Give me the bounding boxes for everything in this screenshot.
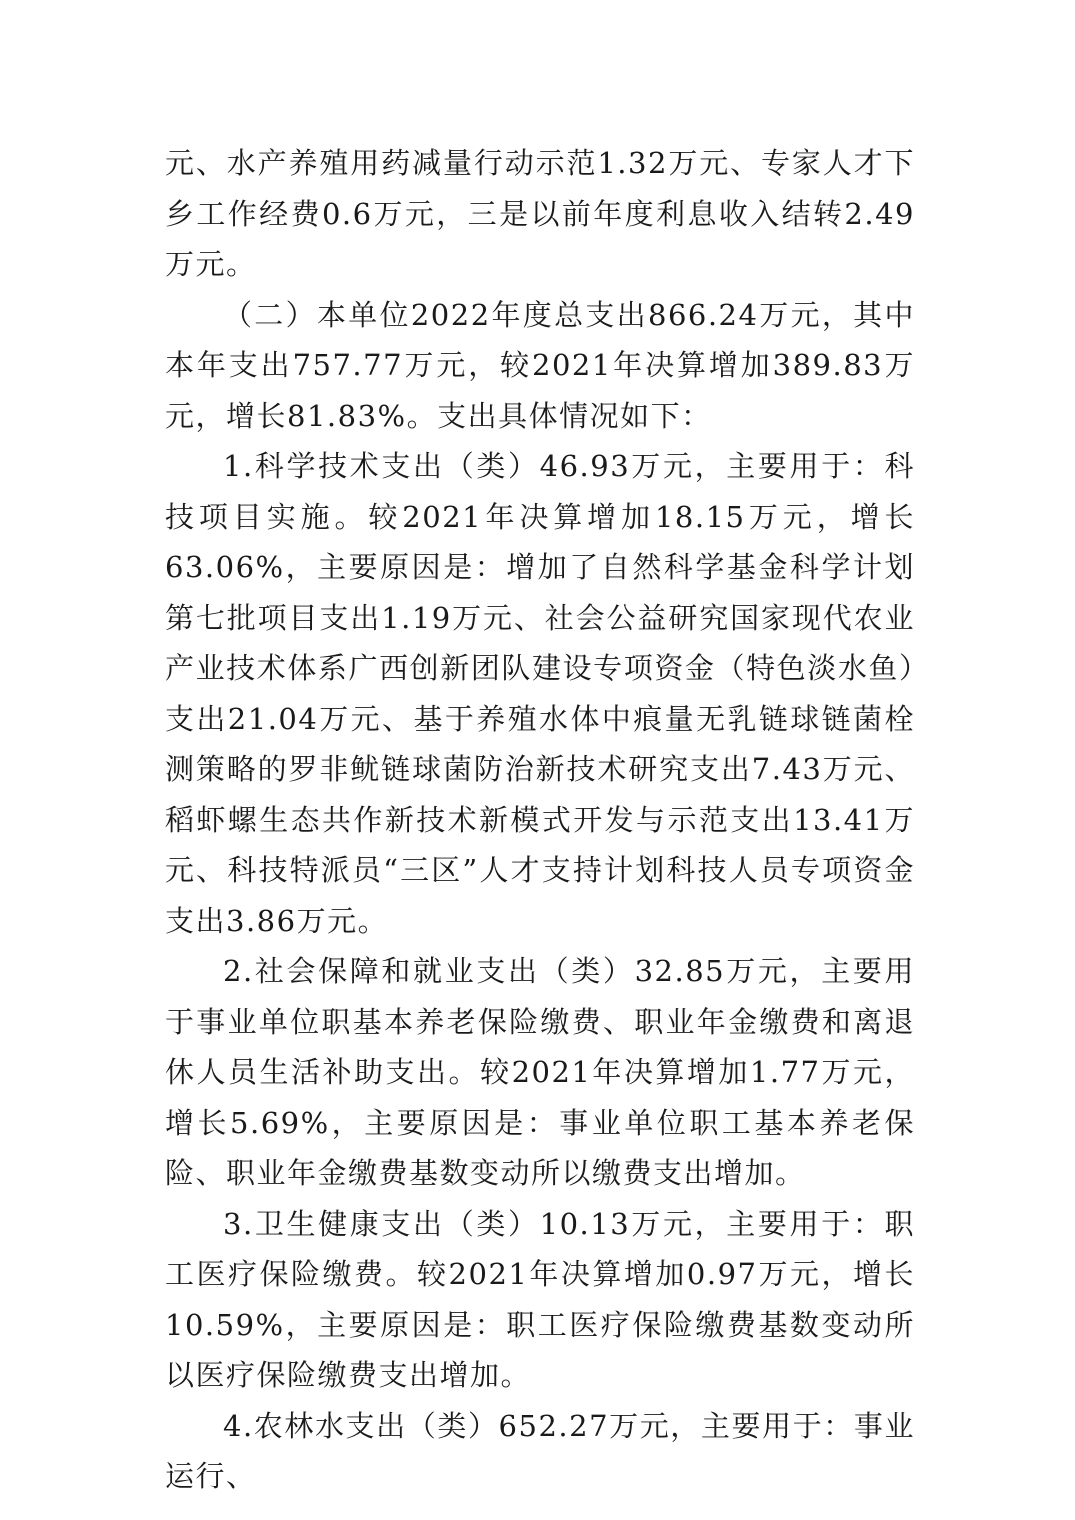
paragraph-health: 3.卫生健康支出（类）10.13万元，主要用于：职工医疗保险缴费。较2021年决算增加0.97万元，增长10.59%，主要原因是：职工医疗保险缴费基数变动所以医疗保险缴费支出增加。 (165, 1206, 915, 1392)
paragraph-continued: 元、水产养殖用药减量行动示范1.32万元、专家人才下乡工作经费0.6万元，三是以前年度利息收入结转2.49万元。 (165, 146, 915, 281)
paragraph-science-technology: 1.科学技术支出（类）46.93万元，主要用于：科技项目实施。较2021年决算增加18.15万元，增长63.06%，主要原因是：增加了自然科学基金科学计划第七批项目支出1.19万元、社会公益研究国家现代农业产业技术体系广西创新团队建设专项资金（特色淡水鱼）支出21.04万元、基于养殖水体中痕量无乳链球链菌栓测策略的罗非鱿链球菌防治新技术研究支出7.43万元、稻虾螺生态共作新技术新模式开发与示范支出13.41万元、科技特派员“三区”人才支持计划科技人员专项资金支出3.86万元。 (165, 449, 915, 938)
paragraph-social-security: 2.社会保障和就业支出（类）32.85万元，主要用于事业单位职基本养老保险缴费、职业年金缴费和离退休人员生活补助支出。较2021年决算增加1.77万元，增长5.69%，主要原因是：事业单位职工基本养老保险、职业年金缴费基数变动所以缴费支出增加。 (165, 954, 915, 1190)
document-body (165, 138, 915, 1502)
paragraph-agriculture: 4.农林水支出（类）652.27万元，主要用于：事业运行、 (165, 1408, 915, 1493)
paragraph-total-expenditure: （二）本单位2022年度总支出866.24万元，其中本年支出757.77万元，较2021年决算增加389.83万元，增长81.83%。支出具体情况如下： (165, 297, 915, 433)
